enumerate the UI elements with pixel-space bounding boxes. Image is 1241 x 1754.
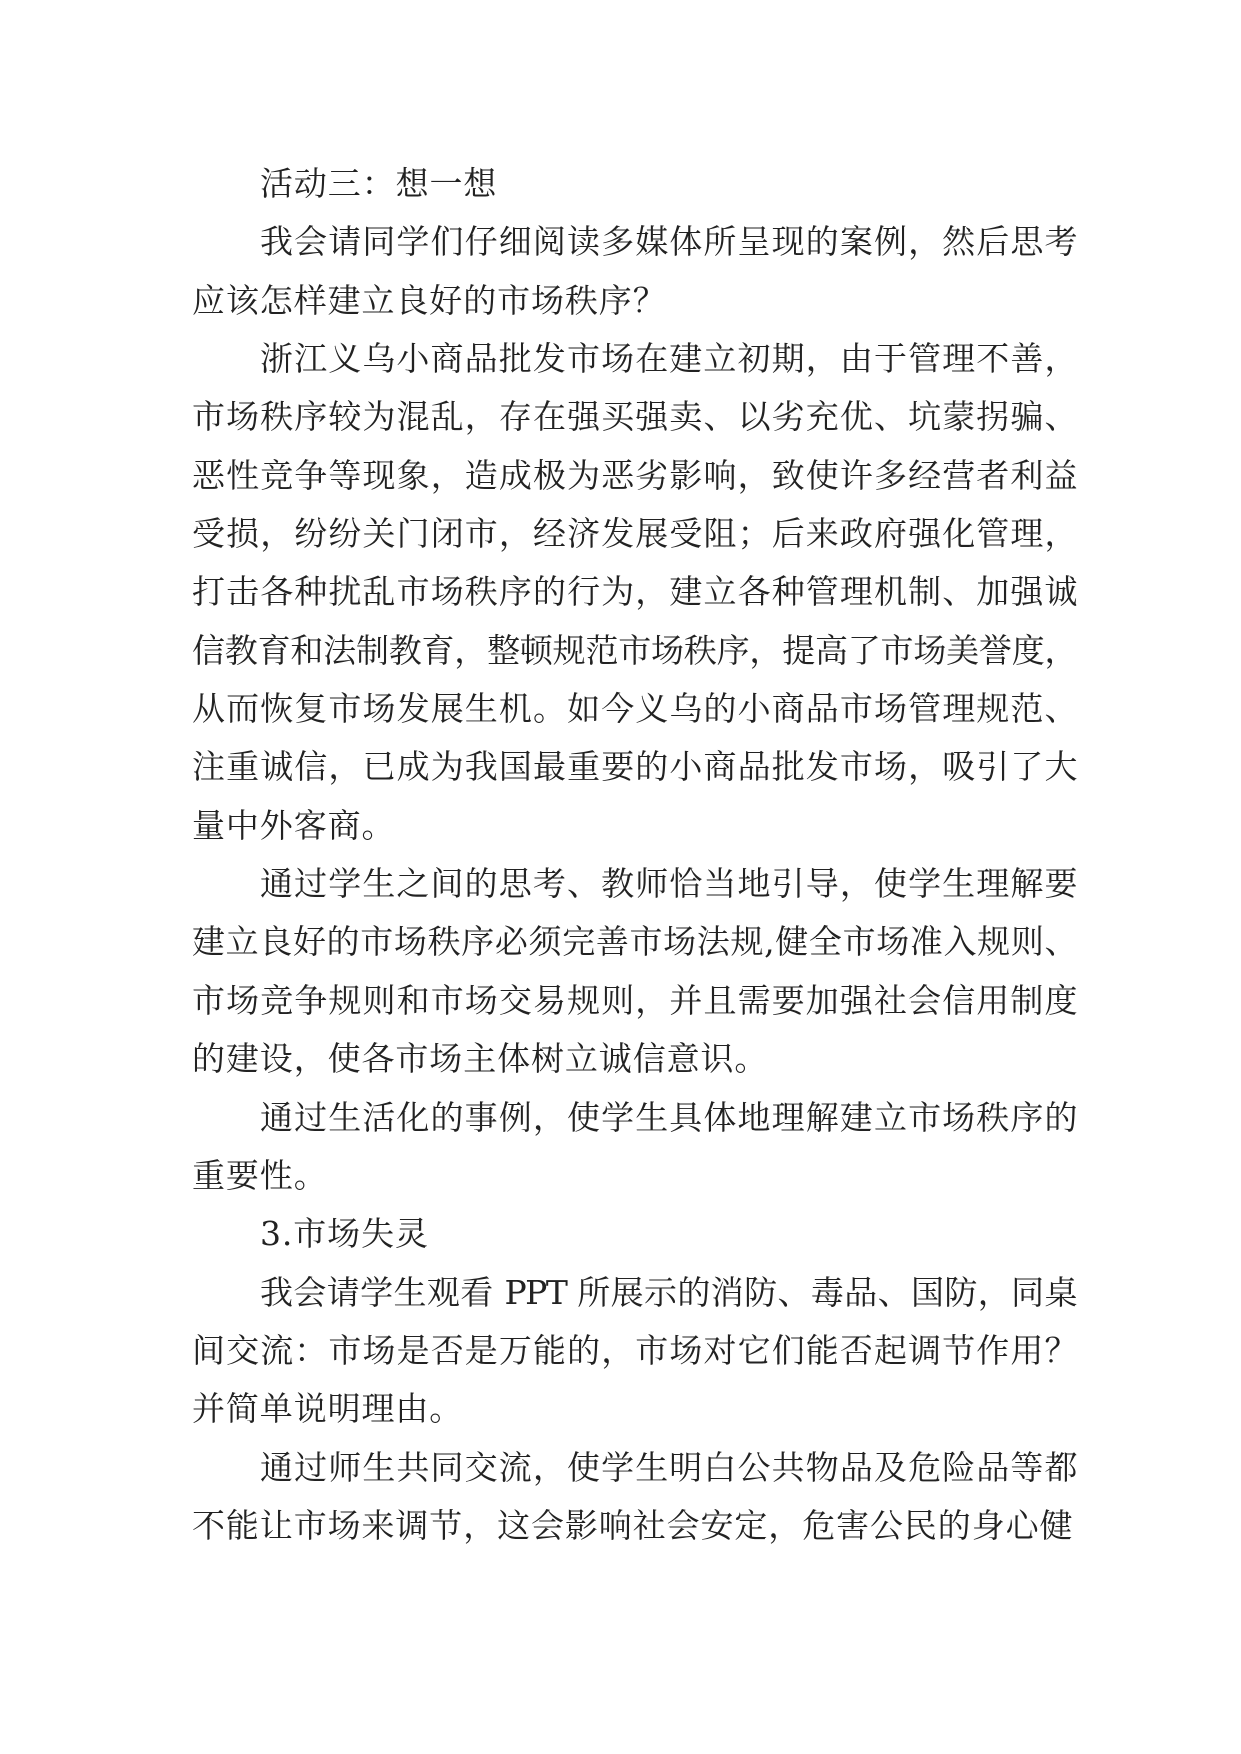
- paragraph-line: 市场竞争规则和市场交易规则，并且需要加强社会信用制度: [192, 980, 1076, 1020]
- paragraph: [192, 1089, 1076, 1206]
- paragraph-line: 我会请学生观看 PPT 所展示的消防、毒品、国防，同桌: [260, 1272, 1076, 1312]
- paragraph-line: 打击各种扰乱市场秩序的行为，建立各种管理机制、加强诚: [192, 572, 1076, 612]
- paragraph-line: 重要性。: [192, 1155, 328, 1195]
- paragraph: [192, 1264, 1076, 1439]
- paragraph-line: 我会请同学们仔细阅读多媒体所呈现的案例，然后思考: [260, 222, 1076, 262]
- paragraph-line: 并简单说明理由。: [192, 1389, 464, 1429]
- paragraph: [192, 330, 1076, 855]
- paragraph-line: 市场秩序较为混乱，存在强买强卖、以劣充优、坑蒙拐骗、: [192, 397, 1076, 437]
- paragraph-line: 通过生活化的事例，使学生具体地理解建立市场秩序的: [260, 1097, 1076, 1137]
- paragraph-line: 浙江义乌小商品批发市场在建立初期，由于管理不善，: [260, 339, 1076, 379]
- paragraph-line: 恶性竞争等现象，造成极为恶劣影响，致使许多经营者利益: [192, 455, 1076, 495]
- paragraph-line: 通过学生之间的思考、教师恰当地引导，使学生理解要: [260, 864, 1076, 904]
- paragraph-line: 信教育和法制教育，整顿规范市场秩序，提高了市场美誉度，: [192, 630, 1076, 670]
- paragraph: [192, 213, 1076, 330]
- paragraph-line: 建立良好的市场秩序必须完善市场法规,健全市场准入规则、: [192, 922, 1076, 962]
- paragraph-line: 应该怎样建立良好的市场秩序？: [192, 280, 667, 320]
- paragraph: [192, 855, 1076, 1088]
- paragraph-line: 注重诚信，已成为我国最重要的小商品批发市场，吸引了大: [192, 747, 1076, 787]
- document-body: [192, 155, 1076, 1555]
- paragraph: [192, 1439, 1076, 1556]
- section-heading-block: [192, 1205, 1076, 1263]
- section-heading: 活动三：想一想: [260, 164, 498, 203]
- section-heading: 3.市场失灵: [260, 1214, 429, 1254]
- paragraph-line: 通过师生共同交流，使学生明白公共物品及危险品等都: [260, 1447, 1076, 1487]
- paragraph-line: 不能让市场来调节，这会影响社会安定，危害公民的身心健: [192, 1505, 1074, 1545]
- section-heading-block: [192, 155, 1076, 213]
- paragraph-line: 从而恢复市场发展生机。如今义乌的小商品市场管理规范、: [192, 689, 1076, 729]
- paragraph-line: 间交流：市场是否是万能的，市场对它们能否起调节作用？: [192, 1330, 1076, 1370]
- paragraph-line: 受损，纷纷关门闭市，经济发展受阻；后来政府强化管理，: [192, 514, 1076, 554]
- paragraph-line: 的建设，使各市场主体树立诚信意识。: [192, 1039, 769, 1079]
- paragraph-line: 量中外客商。: [192, 805, 396, 845]
